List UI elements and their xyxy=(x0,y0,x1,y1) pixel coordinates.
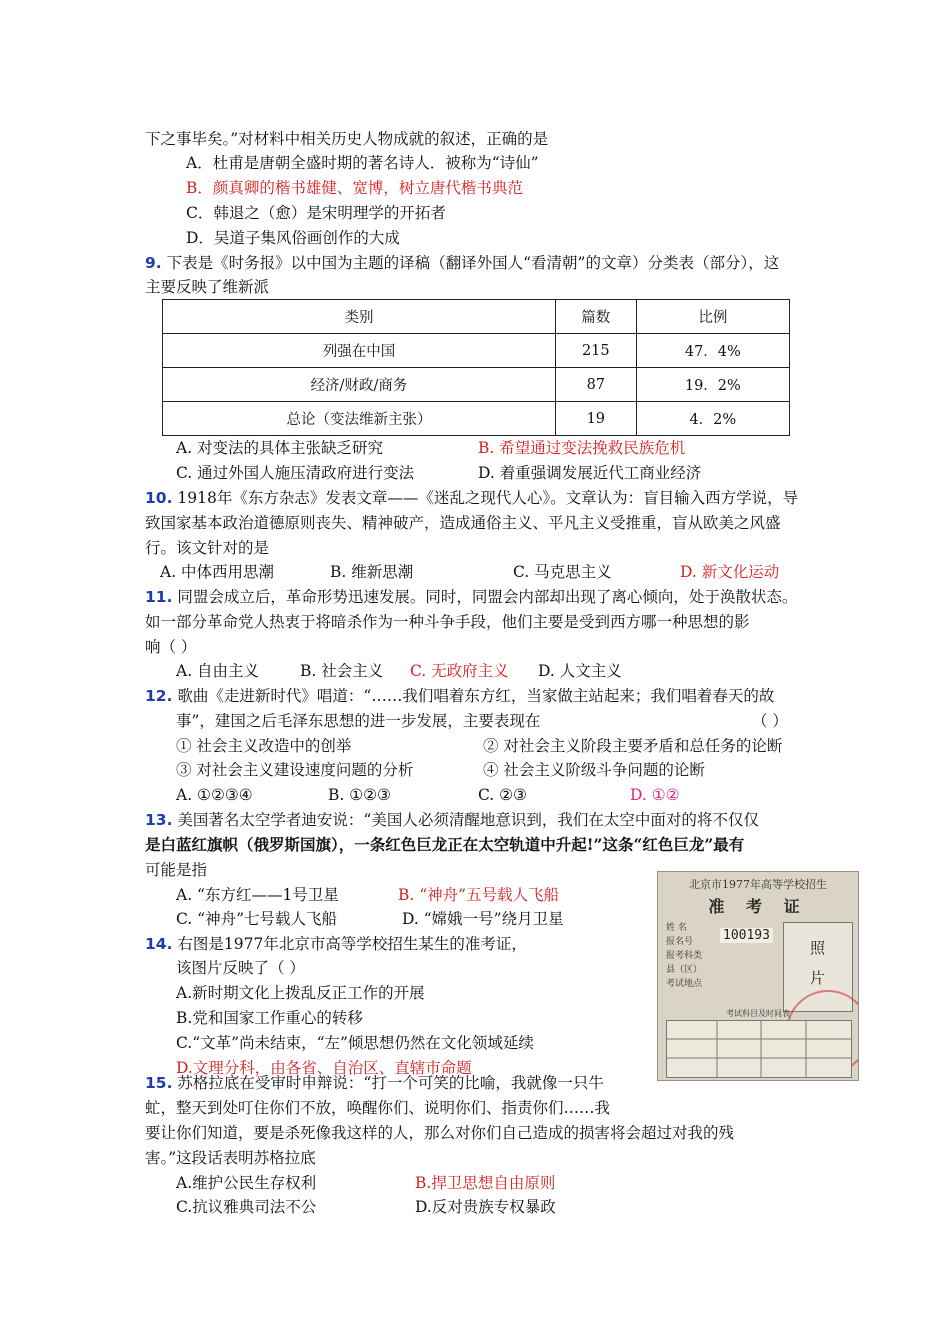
table-row xyxy=(163,402,790,436)
q13-option-b: B. “神舟”五号载人飞船 xyxy=(398,886,560,904)
table-cell: 经济/财政/商务 xyxy=(163,368,556,402)
table-cell: 47．4% xyxy=(636,334,789,368)
q9-option-b: B. 希望通过变法挽救民族危机 xyxy=(478,439,686,457)
admission-card-field: 报名号 xyxy=(666,937,694,947)
q13-stem-line3: 可能是指 xyxy=(145,861,208,879)
q15-option-a: A.维护公民生存权利 xyxy=(176,1174,317,1192)
table-cell: 总论（变法维新主张） xyxy=(163,402,556,436)
photo-label-char: 照 xyxy=(810,939,826,957)
q13-option-a: A. “东方红——1号卫星 xyxy=(176,886,339,904)
table-row xyxy=(163,334,790,368)
q14-option-b: B.党和国家工作重心的转移 xyxy=(176,1009,363,1027)
q9-stem-text: 下表是《时务报》以中国为主题的译稿（翻译外国人“看清朝”的文章）分类表（部分），这 xyxy=(166,254,780,272)
q12-number: 12. xyxy=(145,687,173,705)
q9-option-d: D. 着重强调发展近代工商业经济 xyxy=(478,464,702,482)
q8-option-b: B．颜真卿的楷书雄健、宽博，树立唐代楷书典范 xyxy=(186,179,523,197)
q15-stem-line1 xyxy=(145,1072,604,1094)
q13-option-c: C. “神舟”七号载人飞船 xyxy=(176,910,338,928)
q12-option-b: B. ①②③ xyxy=(328,786,391,804)
q12-option-c: C. ②③ xyxy=(478,786,527,804)
q11-option-c: C. 无政府主义 xyxy=(410,662,509,680)
q10-stem-line2: 致国家基本政治道德原则丧失、精神破产，造成通俗主义、平凡主义受推重，盲从欧美之风盛 xyxy=(145,514,781,532)
exam-schedule-table xyxy=(666,1020,852,1078)
q11-option-d: D. 人文主义 xyxy=(538,662,622,680)
schedule-title: 考试科目及时间表 xyxy=(726,1009,790,1018)
q13-stem-text: 美国著名太空学者迪安说：“美国人必须清醒地意识到，我们在太空中面对的将不仅仅 xyxy=(177,811,759,829)
q15-stem-line3: 要让你们知道，要是杀死像我这样的人，那么对你们自己造成的损害将会超过对我的残 xyxy=(145,1124,735,1142)
admission-card-field: 姓 名 xyxy=(666,923,687,933)
admission-card-image xyxy=(657,871,859,1081)
q11-stem-line1 xyxy=(145,586,797,608)
q14-stem-line1 xyxy=(145,933,527,955)
admission-card-title: 北京市1977年高等学校招生 xyxy=(689,878,827,891)
table-cell: 19 xyxy=(555,402,636,436)
q9-stem-line1 xyxy=(145,252,779,274)
q10-option-d: D. 新文化运动 xyxy=(680,563,780,581)
table-cell: 215 xyxy=(555,334,636,368)
q11-number: 11. xyxy=(145,588,173,606)
q15-stem-line2: 虻，整天到处叮住你们不放，唤醒你们、说明你们、指责你们……我 xyxy=(145,1099,611,1117)
q10-option-c: C. 马克思主义 xyxy=(513,563,612,581)
q15-stem-text: 苏格拉底在受审时申辩说：“打一个可笑的比喻，我就像一只牛 xyxy=(177,1074,604,1092)
q12-answer-paren: （ ） xyxy=(752,712,788,730)
q12-option-a: A. ①②③④ xyxy=(176,786,253,804)
q12-stem-line1 xyxy=(145,685,774,707)
schedule-grid xyxy=(667,1021,851,1077)
q10-option-a: A. 中体西用思潮 xyxy=(160,563,275,581)
table-header-cell: 比例 xyxy=(636,300,789,334)
photo-label-char: 片 xyxy=(810,969,826,987)
q15-option-b: B.捍卫思想自由原则 xyxy=(415,1174,556,1192)
q11-option-a: A. 自由主义 xyxy=(176,662,260,680)
q13-number: 13. xyxy=(145,811,173,829)
q10-number: 10. xyxy=(145,489,173,507)
q12-item-2: ② 对社会主义阶段主要矛盾和总任务的论断 xyxy=(483,737,783,755)
admission-card-field: 报考科类 xyxy=(666,951,703,961)
q12-item-1: ① 社会主义改造中的创举 xyxy=(176,737,352,755)
q10-stem-text: 1918年《东方杂志》发表文章——《迷乱之现代人心》。文章认为：盲目输入西方学说，导 xyxy=(177,489,799,507)
admission-card-field: 考试地点 xyxy=(666,979,703,989)
admission-card-number: 100193 xyxy=(720,928,773,943)
q15-number: 15. xyxy=(145,1074,173,1092)
q13-stem-line2: 是白蓝红旗帜（俄罗斯国旗），一条红色巨龙正在太空轨道中升起!”这条“红色巨龙”最有 xyxy=(145,835,745,854)
q15-option-d: D.反对贵族专权暴政 xyxy=(415,1198,556,1216)
q10-option-b: B. 维新思潮 xyxy=(330,563,414,581)
q11-stem-line3: 响（ ） xyxy=(145,638,197,656)
table-header-cell: 类别 xyxy=(163,300,556,334)
q14-option-a: A.新时期文化上拨乱反正工作的开展 xyxy=(176,984,425,1002)
q9-number: 9. xyxy=(145,254,162,272)
q14-option-d: D.文理分科，由各省、自治区、直辖市命题 xyxy=(176,1059,472,1077)
q13-stem-line1 xyxy=(145,809,759,831)
table-cell: 19．2% xyxy=(636,368,789,402)
q12-item-4: ④ 社会主义阶级斗争问题的论断 xyxy=(483,761,705,779)
table-row xyxy=(163,368,790,402)
q9-table xyxy=(162,299,790,436)
q10-stem-line3: 行。该文针对的是 xyxy=(145,539,270,557)
admission-card-field: 县（区） xyxy=(666,965,703,975)
q11-stem-line2: 如一部分革命党人热衷于将暗杀作为一种斗争手段，他们主要是受到西方哪一种思想的影 xyxy=(145,613,750,631)
admission-card-heading: 准 考 证 xyxy=(708,897,808,916)
q11-option-b: B. 社会主义 xyxy=(300,662,384,680)
table-cell: 列强在中国 xyxy=(163,334,556,368)
q14-number: 14. xyxy=(145,935,173,953)
q12-stem-text: 歌曲《走进新时代》唱道：“……我们唱着东方红，当家做主站起来；我们唱着春天的故 xyxy=(177,687,775,705)
q8-stem: 下之事毕矣。”对材料中相关历史人物成就的叙述，正确的是 xyxy=(145,130,549,148)
q14-stem-text: 右图是1977年北京市高等学校招生某生的准考证， xyxy=(177,935,527,953)
q9-option-a: A. 对变法的具体主张缺乏研究 xyxy=(176,439,384,457)
q14-option-c: C.“文革”尚未结束，“左”倾思想仍然在文化领域延续 xyxy=(176,1034,534,1052)
q15-option-c: C.抗议雅典司法不公 xyxy=(176,1198,317,1216)
q14-stem-line2: 该图片反映了（ ） xyxy=(176,959,305,977)
table-header-cell: 篇数 xyxy=(555,300,636,334)
table-cell: 87 xyxy=(555,368,636,402)
q13-option-d: D. “嫦娥一号”绕月卫星 xyxy=(402,910,564,928)
table-cell: 4．2% xyxy=(636,402,789,436)
q11-stem-text: 同盟会成立后，革命形势迅速发展。同时，同盟会内部却出现了离心倾向，处于涣散状态。 xyxy=(177,588,798,606)
q8-option-d: D．吴道子集风俗画创作的大成 xyxy=(186,229,400,247)
q12-item-3: ③ 对社会主义建设速度问题的分析 xyxy=(176,761,414,779)
q8-option-a: A．杜甫是唐朝全盛时期的著名诗人．被称为“诗仙” xyxy=(186,154,539,172)
table-header-row xyxy=(163,300,790,334)
q9-stem-line2: 主要反映了维新派 xyxy=(145,278,270,296)
q15-stem-line4: 害。”这段话表明苏格拉底 xyxy=(145,1149,316,1167)
q12-stem-line2: 事”，建国之后毛泽东思想的进一步发展，主要表现在 xyxy=(176,712,541,730)
q9-option-c: C. 通过外国人施压清政府进行变法 xyxy=(176,464,415,482)
q8-option-c: C．韩退之（愈）是宋明理学的开拓者 xyxy=(186,204,446,222)
q10-stem-line1 xyxy=(145,487,798,509)
q12-option-d: D. ①② xyxy=(630,786,680,804)
